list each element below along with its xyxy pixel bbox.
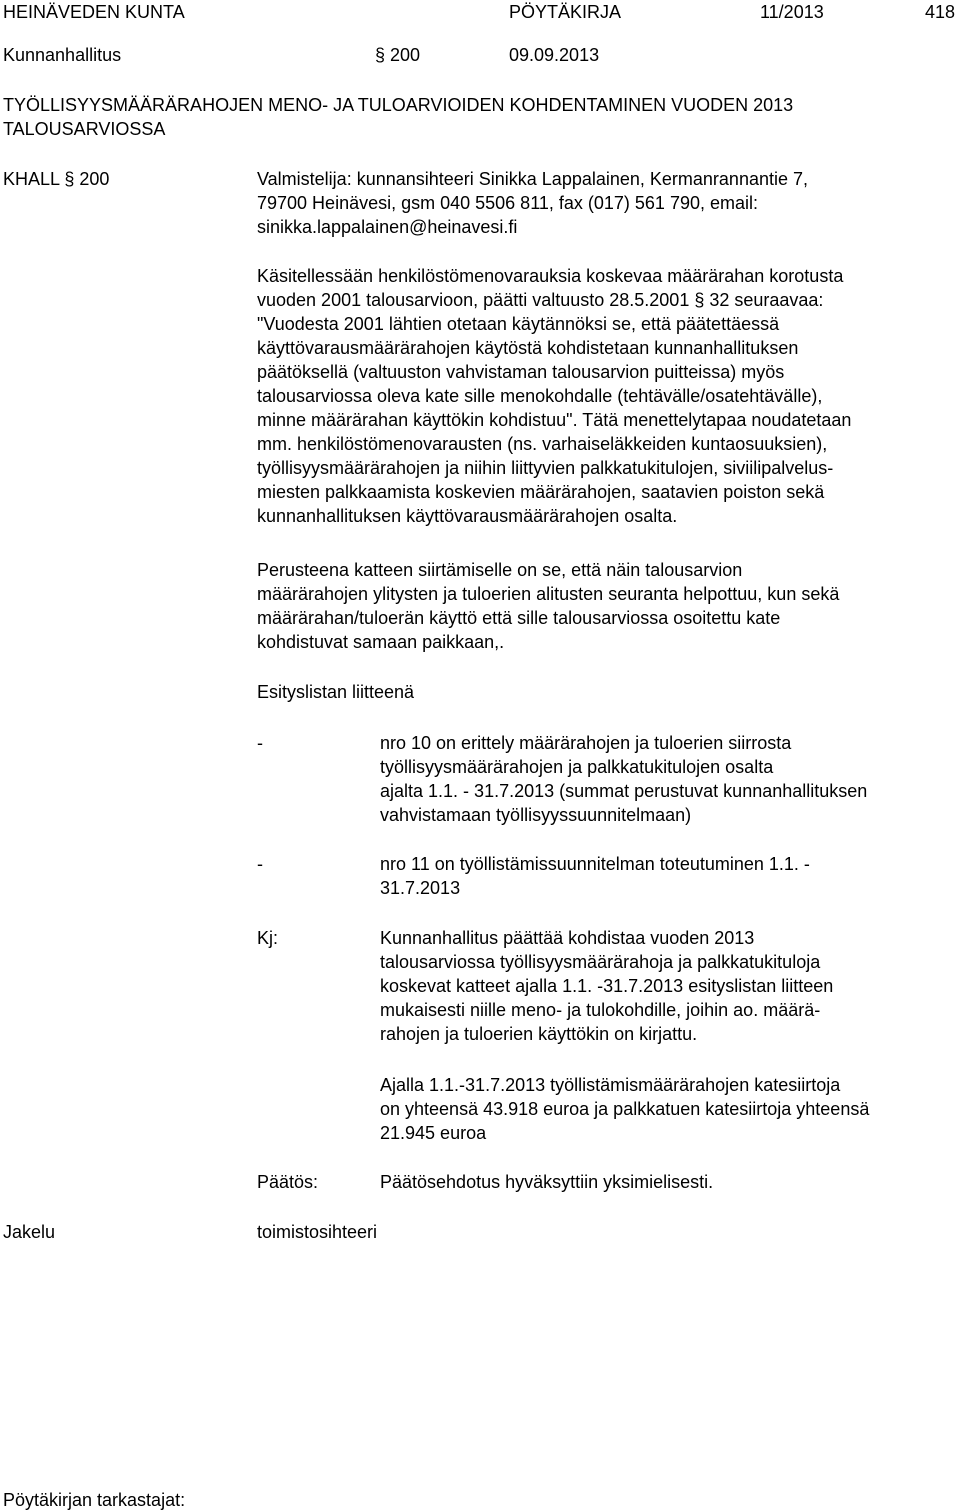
proposal-line: talousarviossa työllisyysmäärärahoja ja palkkatukituloja: [380, 952, 821, 972]
proposal-line: mukaisesti niille meno- ja tulokohdille, joihin ao. määrä-: [380, 1000, 821, 1020]
proposal-text: [380, 926, 833, 1046]
paragraph-line: määrärahojen ylitysten ja tuloerien alitusten seuranta helpottuu, kun sekä: [257, 584, 840, 604]
item-code: KHALL § 200: [3, 169, 110, 189]
meeting-date: 09.09.2013: [509, 45, 600, 65]
paragraph-line: Käsitellessään henkilöstömenovarauksia koskevaa määrärahan korotusta: [257, 266, 844, 286]
paragraph-line: talousarviossa oleva kate sille menokohdalle (tehtävälle/osatehtävälle),: [257, 386, 823, 406]
attachment-item: [380, 852, 810, 900]
reviewers-label: Pöytäkirjan tarkastajat:: [3, 1490, 186, 1510]
paragraph-line: kunnanhallituksen käyttövarausmäärärahojen osalta.: [257, 506, 678, 526]
distribution-label: Jakelu: [3, 1222, 56, 1242]
background-paragraph: [257, 264, 851, 528]
title-line: TYÖLLISYYSMÄÄRÄRAHOJEN MENO- JA TULOARVIOIDEN KOHDENTAMINEN VUODEN 2013: [3, 95, 794, 115]
document-title: [3, 93, 793, 141]
preparer-info: [257, 167, 808, 239]
attachment-line: nro 11 on työllistämissuunnitelman toteutuminen 1.1. -: [380, 854, 810, 874]
attachment-line: nro 10 on erittely määrärahojen ja tuloerien siirrosta: [380, 733, 792, 753]
paragraph-line: miesten palkkaamista koskevien määrärahojen, saatavien poiston sekä: [257, 482, 825, 502]
paragraph-line: työllisyysmäärärahojen ja niihin liittyvien palkkatukitulojen, siviilipalvelus-: [257, 458, 834, 478]
attachment-line: vahvistamaan työllisyyssuunnitelmaan): [380, 805, 692, 825]
decision-text: Päätösehdotus hyväksyttiin yksimielisesti.: [380, 1172, 714, 1192]
attachment-item: [380, 731, 867, 827]
proposal-line: koskevat katteet ajalla 1.1. -31.7.2013 esityslistan liitteen: [380, 976, 834, 996]
proposal-note-line: Ajalla 1.1.-31.7.2013 työllistämismäärärahojen katesiirtoja: [380, 1075, 841, 1095]
paragraph-line: päätöksellä (valtuuston vahvistaman talousarvion puitteissa) myös: [257, 362, 785, 382]
paragraph-line: kohdistuvat samaan paikkaan,.: [257, 632, 505, 652]
preparer-email-line: sinikka.lappalainen@heinavesi.fi: [257, 217, 518, 237]
proposal-line: Kunnanhallitus päättää kohdistaa vuoden 2013: [380, 928, 755, 948]
doc-number: 11/2013: [760, 2, 824, 22]
doc-type: PÖYTÄKIRJA: [509, 2, 622, 22]
paragraph-line: käyttövarausmäärärahojen käytöstä kohdistetaan kunnanhallituksen: [257, 338, 799, 358]
title-line: TALOUSARVIOSSA: [3, 119, 166, 139]
org-name: HEINÄVEDEN KUNTA: [3, 2, 185, 22]
section-number: § 200: [375, 45, 421, 65]
proposal-line: rahojen ja tuloerien käyttökin on kirjattu.: [380, 1024, 698, 1044]
attachment-line: työllisyysmäärärahojen ja palkkatukitulojen osalta: [380, 757, 774, 777]
meeting-body: Kunnanhallitus: [3, 45, 122, 65]
paragraph-line: Perusteena katteen siirtämiselle on se, että näin talousarvion: [257, 560, 743, 580]
preparer-line: 79700 Heinävesi, gsm 040 5506 811, fax (017) 561 790, email:: [257, 193, 758, 213]
attachment-bullet: -: [257, 854, 263, 874]
attachment-bullet: -: [257, 733, 263, 753]
proposal-note: [380, 1073, 869, 1145]
distribution-text: toimistosihteeri: [257, 1222, 378, 1242]
paragraph-line: "Vuodesta 2001 lähtien otetaan käytännöksi se, että päätettäessä: [257, 314, 780, 334]
attachment-line: 31.7.2013: [380, 878, 461, 898]
proposal-note-line: on yhteensä 43.918 euroa ja palkkatuen katesiirtoja yhteensä: [380, 1099, 870, 1119]
decision-label: Päätös:: [257, 1172, 319, 1192]
paragraph-line: vuoden 2001 talousarvioon, päätti valtuusto 28.5.2001 § 32 seuraavaa:: [257, 290, 824, 310]
paragraph-line: minne määrärahan käyttökin kohdistuu". Tätä menettelytapaa noudatetaan: [257, 410, 852, 430]
page-number: 418: [925, 2, 956, 22]
proposal-label: Kj:: [257, 928, 279, 948]
paragraph-line: määrärahan/tuloerän käyttö että sille talousarviossa osoitettu kate: [257, 608, 781, 628]
paragraph-line: mm. henkilöstömenovarausten (ns. varhaiseläkkeiden kuntaosuuksien),: [257, 434, 828, 454]
rationale-paragraph: [257, 558, 839, 654]
preparer-line: Valmistelija: kunnansihteeri Sinikka Lappalainen, Kermanrannantie 7,: [257, 169, 808, 189]
attachments-heading: Esityslistan liitteenä: [257, 682, 415, 702]
proposal-note-line: 21.945 euroa: [380, 1123, 487, 1143]
attachment-line: ajalta 1.1. - 31.7.2013 (summat perustuvat kunnanhallituksen: [380, 781, 868, 801]
